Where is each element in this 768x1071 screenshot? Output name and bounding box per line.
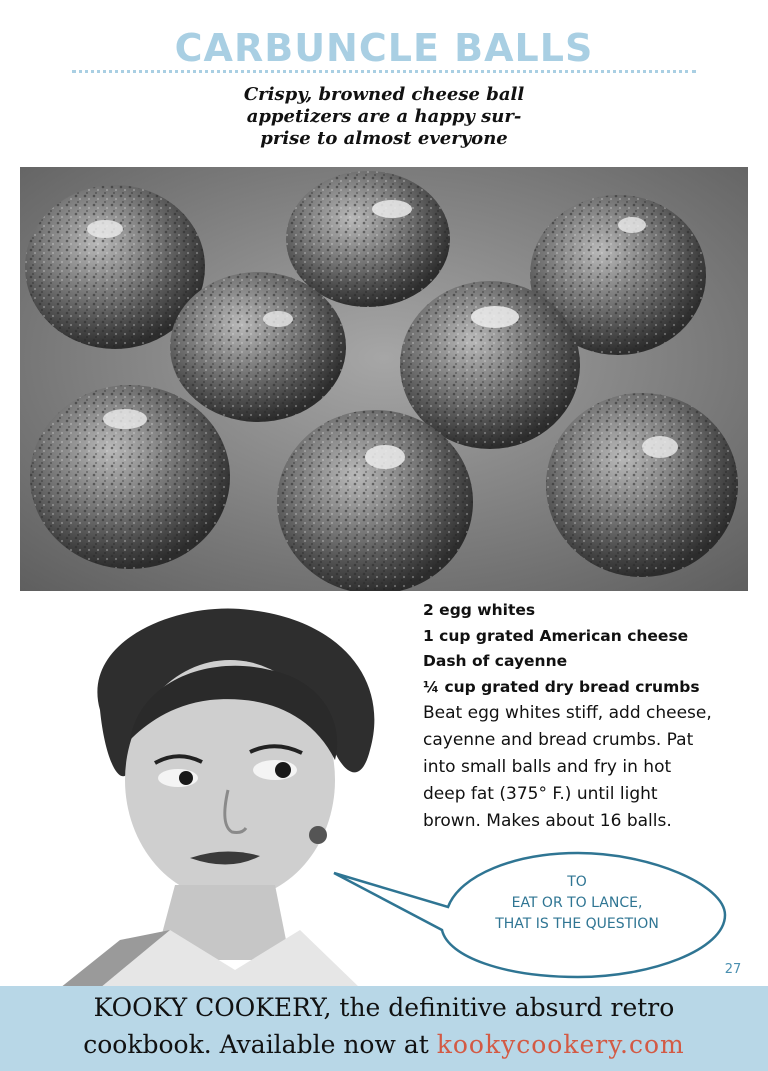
bubble-line: EAT OR TO LANCE, xyxy=(511,895,643,911)
footer-line-1: KOOKY COOKERY, the definitive absurd retro xyxy=(93,993,675,1022)
cheese-ball xyxy=(277,410,473,591)
method-line: into small balls and fry in hot xyxy=(423,757,672,777)
cheese-ball xyxy=(30,385,230,569)
dotted-divider xyxy=(72,70,696,73)
speech-bubble-text xyxy=(466,872,688,935)
method-line: deep fat (375° F.) until light xyxy=(423,784,658,804)
cheese-ball xyxy=(286,171,450,307)
method-line: Beat egg whites stiff, add cheese, xyxy=(423,703,712,723)
ingredient-item: ¼ cup grated dry bread crumbs xyxy=(423,677,700,696)
website-link[interactable]: kookycookery.com xyxy=(436,1030,685,1059)
method-line: cayenne and bread crumbs. Pat xyxy=(423,730,694,750)
bubble-line: THAT IS THE QUESTION xyxy=(495,916,659,932)
method-text xyxy=(423,700,729,835)
ingredient-item: 1 cup grated American cheese xyxy=(423,626,689,645)
recipe-instructions xyxy=(423,598,743,835)
ingredient-item: 2 egg whites xyxy=(423,601,536,619)
method-line: brown. Makes about 16 balls. xyxy=(423,811,672,831)
footer-banner xyxy=(0,986,768,1071)
ingredient-item: Dash of cayenne xyxy=(423,652,568,670)
cheese-ball xyxy=(170,272,346,422)
cheese-ball xyxy=(546,393,738,577)
footer-line-2 xyxy=(0,1030,768,1059)
page-number: 27 xyxy=(724,962,742,977)
cheese-balls-photo xyxy=(20,167,748,591)
bubble-line: TO xyxy=(567,874,587,890)
subtitle-line: Crispy, browned cheese ball xyxy=(243,84,525,105)
footer-prefix: cookbook. Available now at xyxy=(83,1030,429,1059)
subtitle-line: prise to almost everyone xyxy=(260,128,508,149)
subtitle-line: appetizers are a happy sur- xyxy=(246,106,522,127)
cheese-ball xyxy=(400,281,580,449)
recipe-subtitle xyxy=(200,84,568,150)
recipe-title: CARBUNCLE BALLS xyxy=(174,26,594,70)
